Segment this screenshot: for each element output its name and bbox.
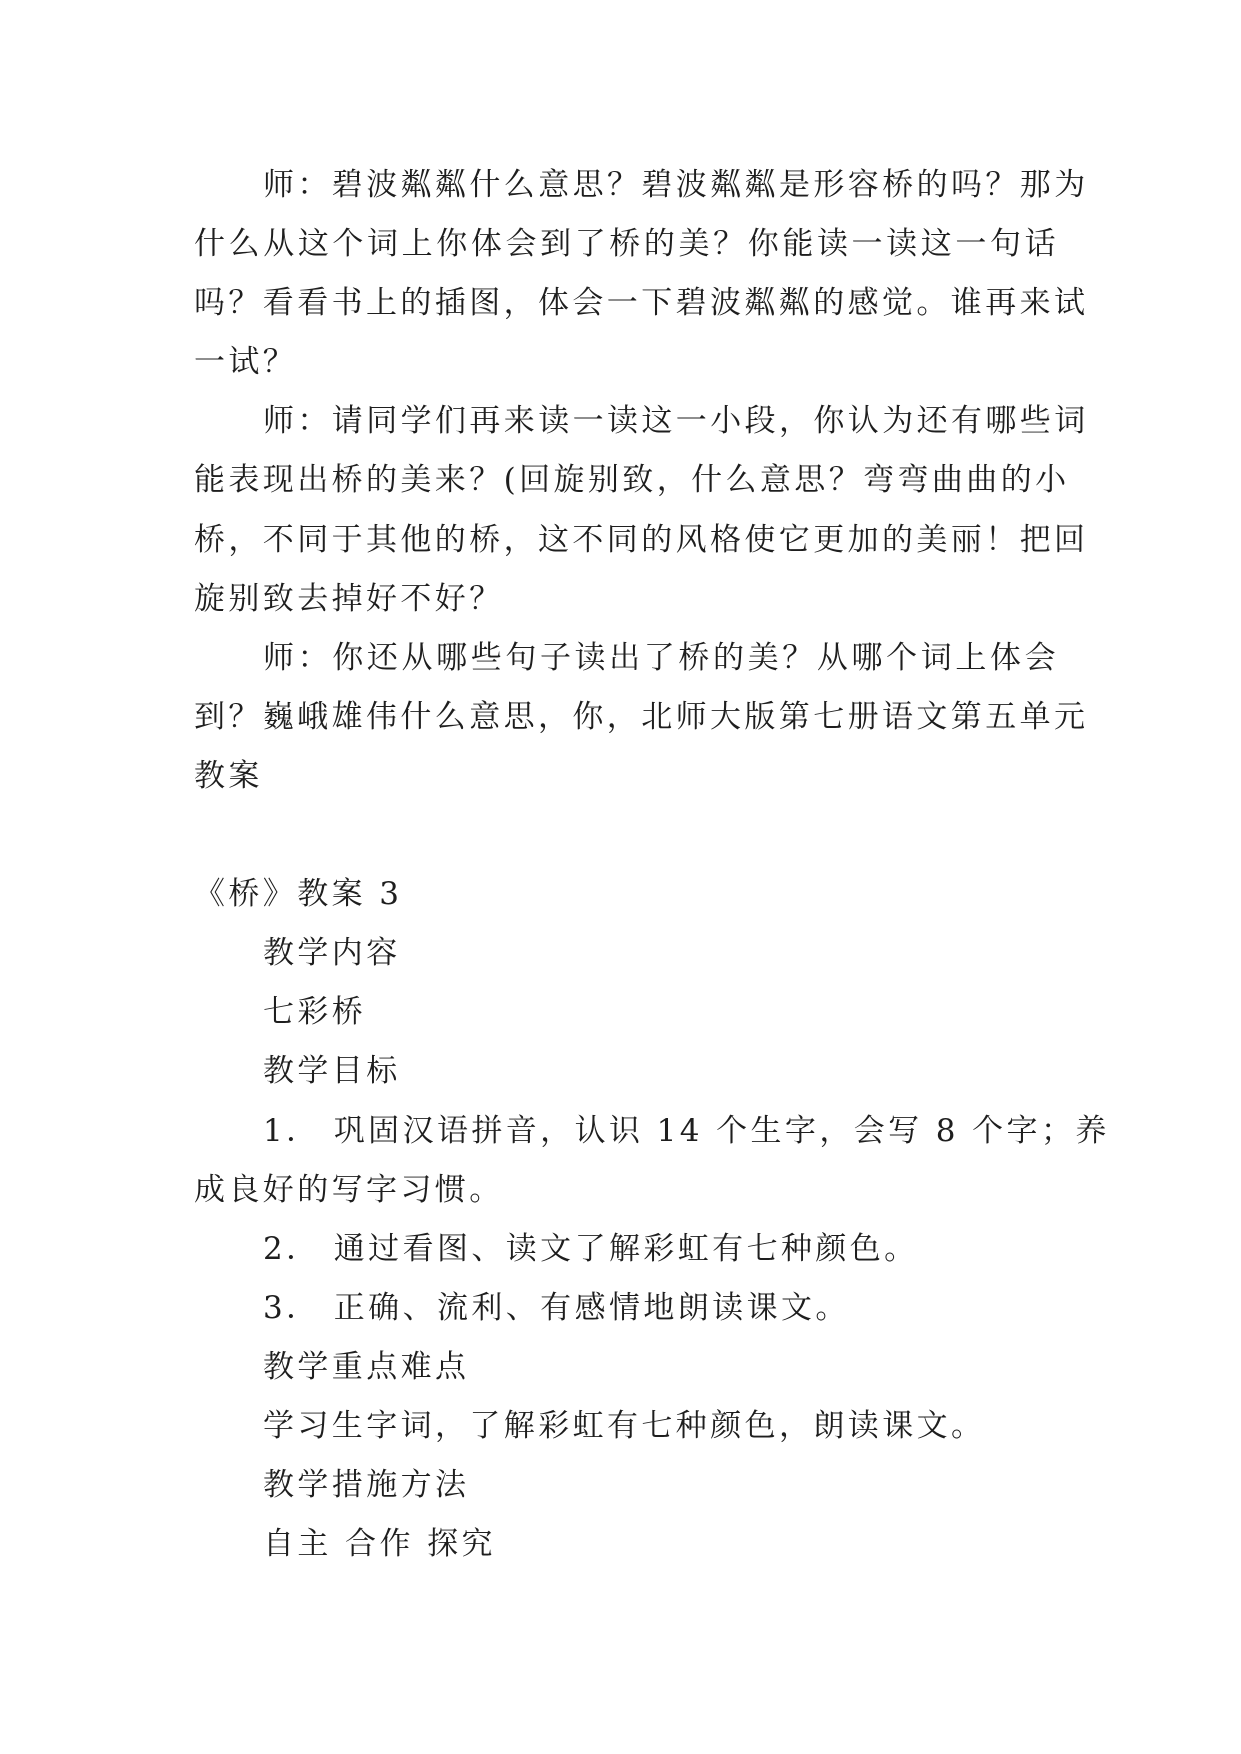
paragraph-line: 旋别致去掉好不好？: [194, 580, 504, 617]
lesson-plan-section: [194, 865, 1110, 1574]
objective-item: [194, 1279, 1059, 1338]
objectives-heading: 教学目标: [263, 1053, 401, 1090]
paragraph-line: 教案: [194, 757, 263, 794]
objective-line: 3． 正确、流利、有感情地朗读课文。: [263, 1289, 850, 1326]
paragraph-line: 一试？: [194, 344, 298, 381]
content-text: 七彩桥: [263, 994, 367, 1031]
methods-heading: 教学措施方法: [263, 1467, 470, 1504]
content-heading: 教学内容: [263, 935, 401, 972]
key-points-heading: 教学重点难点: [263, 1348, 470, 1385]
paragraph-line: 桥，不同于其他的桥，这不同的风格使它更加的美丽！把回: [194, 521, 1089, 558]
paragraph-line: 师：碧波粼粼什么意思？碧波粼粼是形容桥的吗？那为: [263, 167, 1089, 203]
paragraph-line: 什么从这个词上你体会到了桥的美？你能读一读这一句话: [194, 226, 1059, 263]
objective-line: 成良好的写字习惯。: [194, 1171, 504, 1208]
objective-line: 1． 巩固汉语拼音，认识 14 个生字，会写 8 个字；养: [263, 1112, 1110, 1149]
document-body: [194, 156, 1110, 1574]
methods-text: 自主 合作 探究: [263, 1526, 496, 1563]
objective-item: [194, 1220, 1059, 1279]
paragraph-line: 师：请同学们再来读一读这一小段，你认为还有哪些词: [263, 403, 1089, 440]
blank-line: [194, 806, 1059, 865]
paragraph-teacher-question-2: [194, 392, 1089, 628]
paragraph-line: 能表现出桥的美来？(回旋别致，什么意思？弯弯曲曲的小: [194, 462, 1070, 499]
paragraph-teacher-question-3: [194, 629, 1089, 806]
key-points-text: 学习生字词，了解彩虹有七种颜色，朗读课文。: [263, 1407, 986, 1444]
paragraph-line: 吗？看看书上的插图，体会一下碧波粼粼的感觉。谁再来试: [194, 285, 1089, 322]
section-title: 《桥》教案 3: [194, 876, 403, 913]
objective-line: 2． 通过看图、读文了解彩虹有七种颜色。: [263, 1230, 919, 1267]
paragraph-line: 师：你还从哪些句子读出了桥的美？从哪个词上体会: [263, 639, 1059, 676]
paragraph-line: 到？巍峨雄伟什么意思，你，北师大版第七册语文第五单元: [194, 698, 1089, 735]
paragraph-teacher-question-1: [194, 156, 1089, 392]
objective-item: [194, 1102, 1110, 1220]
